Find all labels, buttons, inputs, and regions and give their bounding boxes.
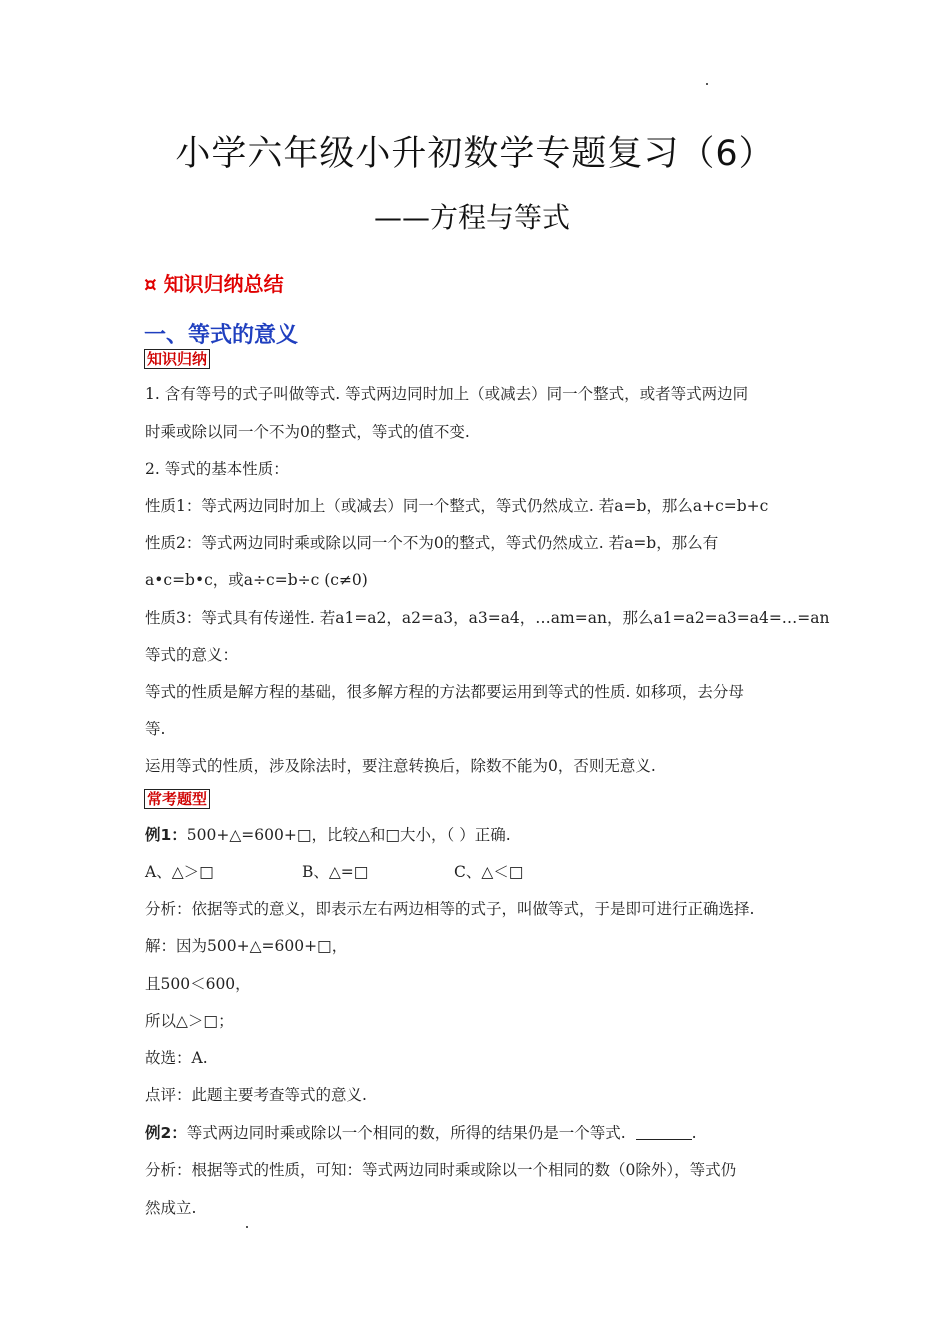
example-text: 等式两边同时乘或除以一个相同的数，所得的结果仍是一个等式. [186,1124,626,1142]
text-line: 2. 等式的基本性质： [145,460,289,478]
heading-equation-meaning: 一、等式的意义 [144,323,299,348]
text-line: 性质3：等式具有传递性. 若a1=a2，a2=a3，a3=a4，…am=an，那么a1=a2=a3=a4=…=an [145,609,830,627]
example-text: 500+△=600+□，比较△和□大小，（ ）正确. [186,826,511,844]
page-mark-dot [246,1226,248,1228]
text-line: 时乘或除以同一个不为0的整式，等式的值不变. [145,423,470,441]
text-line: 运用等式的性质，涉及除法时，要注意转换后，除数不能为0，否则无意义. [145,757,656,775]
example-label: 例2： [145,1124,187,1142]
solution-line: 故选：A. [145,1049,208,1067]
text-line: 性质2：等式两边同时乘或除以同一个不为0的整式，等式仍然成立. 若a=b，那么有 [145,534,719,552]
page-mark-dot [706,83,708,85]
text-line: 1. 含有等号的式子叫做等式. 等式两边同时加上（或减去）同一个整式，或者等式两边同 [145,385,749,403]
section-header: ¤ 知识归纳总结 [144,272,284,296]
option-a: A、△＞□ [145,863,214,881]
text-line: 等. [145,720,166,738]
text-line: 等式的意义： [145,646,239,664]
analysis-text: 分析：根据等式的性质，可知：等式两边同时乘或除以一个相同的数（0除外），等式仍 [145,1161,737,1179]
analysis-text: 然成立. [145,1199,197,1217]
page-title: 小学六年级小升初数学专题复习（6） [175,134,775,174]
analysis-text: 分析：依据等式的意义，即表示左右两边相等的式子，叫做等式，于是即可进行正确选择. [145,900,755,918]
text-line: 性质1：等式两边同时加上（或减去）同一个整式，等式仍然成立. 若a=b，那么a+c=b+c [145,497,769,515]
comment-text: 点评：此题主要考查等式的意义. [145,1086,367,1104]
tag-common-questions: 常考题型 [144,789,210,809]
tag-knowledge-summary: 知识归纳 [144,349,210,369]
solution-line: 且500＜600， [145,975,251,993]
example-2 [145,1121,697,1143]
example-label: 例1： [145,826,187,844]
solution-line: 解：因为500+△=600+□， [145,937,348,955]
option-b: B、△=□ [302,863,369,881]
page-subtitle: ——方程与等式 [374,201,571,234]
text-line: 等式的性质是解方程的基础，很多解方程的方法都要运用到等式的性质. 如移项，去分母 [145,683,744,701]
text-line: a•c=b•c，或a÷c=b÷c (c≠0) [145,571,368,589]
example-1 [145,823,511,845]
answer-blank [636,1139,692,1140]
example-end: . [691,1124,697,1142]
solution-line: 所以△＞□； [145,1012,234,1030]
option-c: C、△＜□ [454,863,524,881]
